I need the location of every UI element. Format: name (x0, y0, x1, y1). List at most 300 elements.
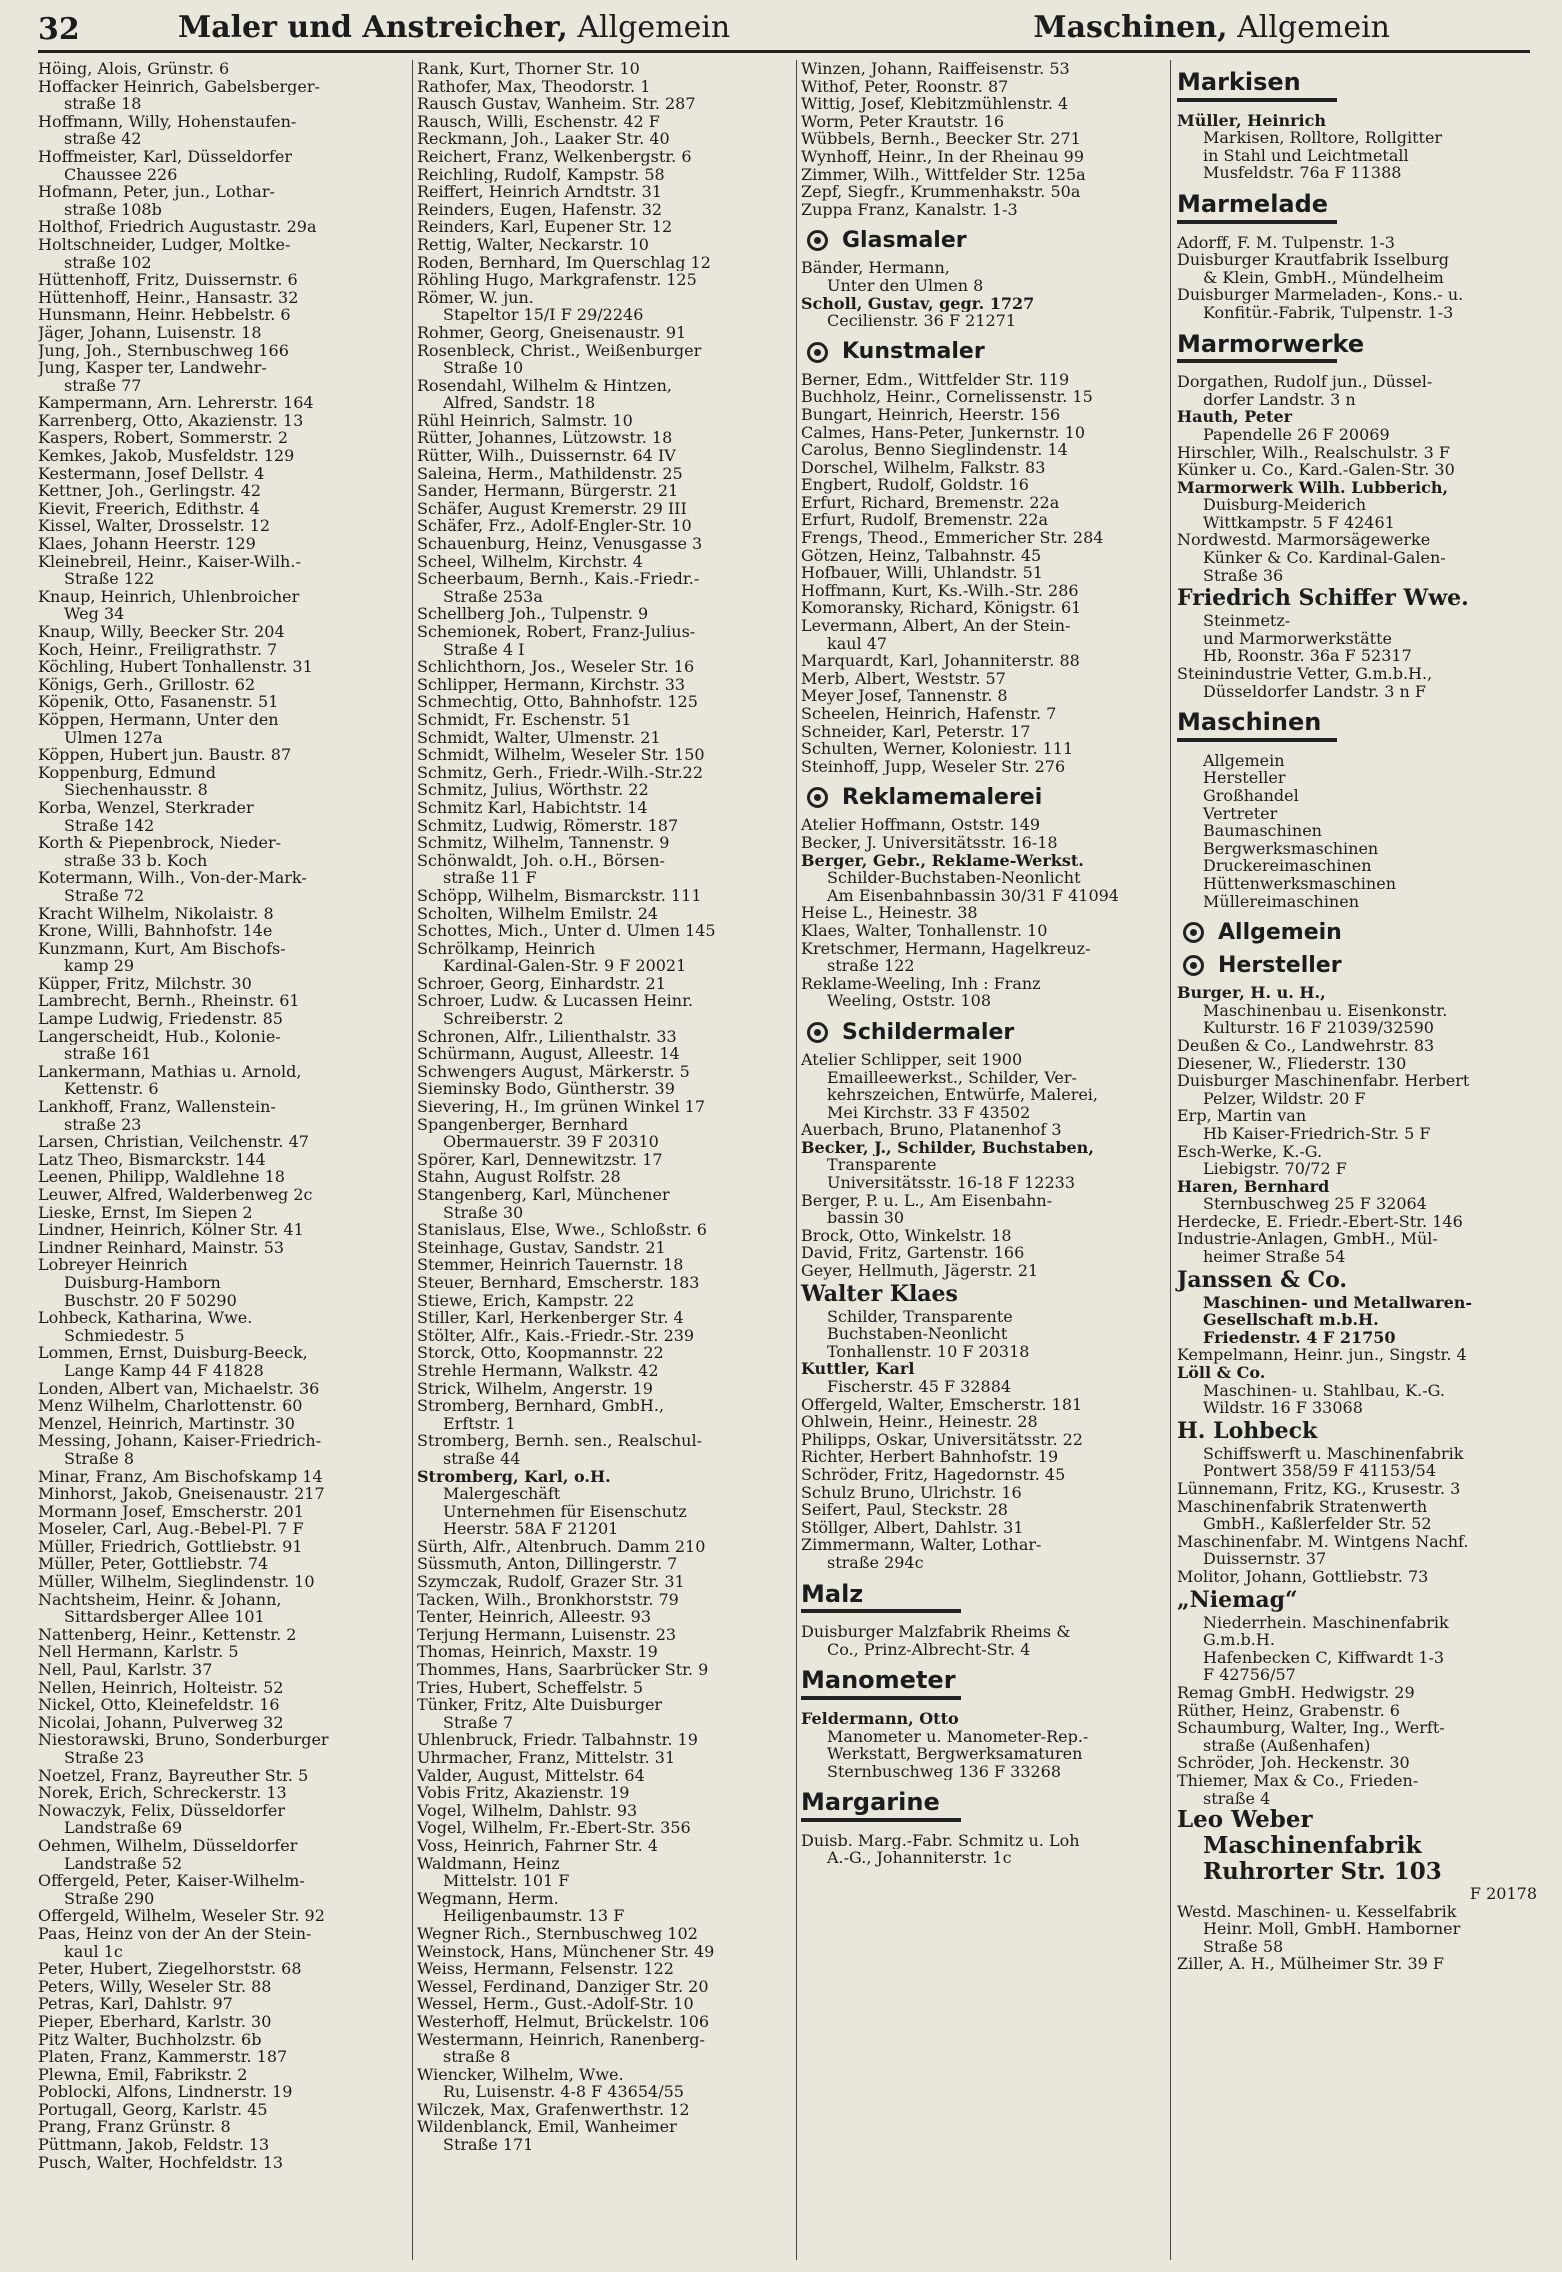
directory-entry (38, 2013, 398, 2031)
directory-entry (417, 623, 789, 658)
directory-entry (417, 1943, 789, 1961)
directory-entry (417, 1362, 789, 1380)
directory-entry (1177, 1230, 1537, 1265)
entry-continuation: Duisburg-Meiderich (1203, 496, 1367, 514)
entry-name: Schronen, Alfr., Lilienthalstr. 33 (417, 1027, 677, 1046)
entry-continuation: straße 108b (64, 200, 162, 219)
directory-entry (417, 1028, 789, 1046)
entry-continuation: Straße 8 (64, 1449, 134, 1468)
entry-continuation: Siechenhausstr. 8 (64, 781, 208, 799)
entry-name: Saleina, Herm., Mathildenstr. 25 (417, 464, 683, 483)
entry-continuation: Fischerstr. 45 F 32884 (827, 1378, 1012, 1396)
directory-entry (417, 1292, 789, 1310)
entry-name: Stromberg, Karl, o.H. (417, 1467, 611, 1486)
entry-continuation: straße 294c (827, 1553, 924, 1572)
entry-line: Hb, Roonstr. 36a F 52317 (1203, 646, 1412, 666)
entry-continuation: straße 161 (64, 1045, 152, 1063)
directory-entry (1177, 444, 1537, 462)
directory-entry (801, 1360, 1161, 1395)
directory-page (20, 0, 1542, 2272)
directory-entry (417, 764, 789, 782)
directory-entry (417, 1538, 789, 1556)
entry-name: Erp, Martin van (1177, 1107, 1307, 1125)
directory-entry (417, 940, 789, 975)
directory-entry (417, 1468, 789, 1538)
entry-name: Komoransky, Richard, Königstr. 61 (801, 599, 1082, 618)
directory-entry (801, 1121, 1161, 1139)
entry-name: Stiller, Karl, Herkenberger Str. 4 (417, 1309, 684, 1327)
entry-name: Merb, Albert, Weststr. 57 (801, 669, 1006, 688)
directory-entry (417, 1802, 789, 1820)
entry-name: Hauth, Peter (1177, 408, 1293, 426)
directory-entry (38, 1098, 398, 1133)
entry-name: Süssmuth, Anton, Dillingerstr. 7 (417, 1555, 678, 1574)
directory-entry (801, 1536, 1161, 1571)
directory-entry (38, 623, 398, 641)
entry-line: Gesellschaft m.b.H. (1203, 1310, 1379, 1330)
directory-entry (1177, 1955, 1537, 1973)
directory-entry (417, 658, 789, 676)
entry-name: Duisburger Malzfabrik Rheims & (801, 1623, 1071, 1641)
directory-entry (417, 2013, 789, 2031)
entry-line: Schiffswerft u. Maschinenfabrik (1203, 1443, 1464, 1463)
directory-entry (1177, 1107, 1537, 1142)
directory-entry (38, 1221, 398, 1239)
directory-entry (1177, 1178, 1537, 1213)
entry-name: Strehle Hermann, Walkstr. 42 (417, 1361, 659, 1380)
entry-name: Müller, Heinrich (1177, 111, 1326, 130)
entry-continuation: Universitätsstr. 16-18 F 12233 (827, 1174, 1075, 1192)
entry-name: Schneider, Karl, Peterstr. 17 (801, 722, 1031, 741)
section-marmelade: Marmelade (1177, 196, 1337, 224)
entry-name: Minhorst, Jakob, Gneisenaustr. 217 (38, 1485, 325, 1503)
entry-name: Kretschmer, Hermann, Hagelkreuz- (801, 939, 1091, 958)
directory-entry (38, 324, 398, 342)
entry-name: Tenter, Heinrich, Alleestr. 93 (417, 1608, 651, 1626)
entry-name: Lohbeck, Katharina, Wwe. (38, 1309, 253, 1327)
entry-continuation: Sternbuschweg 25 F 32064 (1203, 1195, 1427, 1213)
directory-entry (1177, 112, 1537, 182)
directory-entry (417, 570, 789, 605)
entry-name: Szymczak, Rudolf, Grazer Str. 31 (417, 1573, 685, 1591)
entry-name: Rathofer, Max, Theodorstr. 1 (417, 77, 651, 96)
entry-name: Vobis Fritz, Akazienstr. 19 (417, 1784, 630, 1802)
directory-entry (801, 1227, 1161, 1245)
entry-line: Tonhallenstr. 10 F 20318 (827, 1341, 1030, 1361)
entry-continuation: kamp 29 (64, 957, 135, 975)
directory-entry (417, 95, 789, 113)
entry-continuation: Lange Kamp 44 F 41828 (64, 1361, 264, 1380)
directory-entry (38, 535, 398, 553)
entry-name: Zepf, Siegfr., Krummenhakstr. 50a (801, 183, 1081, 201)
entry-name: Remag GmbH. Hedwigstr. 29 (1177, 1683, 1415, 1702)
directory-entry (38, 517, 398, 535)
entry-line: Buchstaben-Neonlicht (827, 1324, 1008, 1344)
entry-name: Larsen, Christian, Veilchenstr. 47 (38, 1133, 309, 1151)
directory-entry (417, 676, 789, 694)
entry-name: Kotermann, Wilh., Von-der-Mark- (38, 869, 307, 887)
entry-name: Scholl, Gustav, gegr. 1727 (801, 294, 1035, 313)
directory-entry (417, 113, 789, 131)
entry-name: Hoffacker Heinrich, Gabelsberger- (38, 77, 320, 96)
directory-entry (38, 412, 398, 430)
entry-name: Schlipper, Hermann, Kirchstr. 33 (417, 675, 686, 694)
directory-entry (38, 1960, 398, 1978)
entry-name: Schroer, Ludw. & Lucassen Heinr. (417, 992, 694, 1011)
directory-entry (38, 465, 398, 483)
entry-line: Müllereimaschinen (1203, 891, 1360, 911)
directory-entry (38, 183, 398, 218)
directory-entry (801, 295, 1161, 330)
directory-entry (38, 1573, 398, 1591)
entry-name: Lambrecht, Bernh., Rheinstr. 61 (38, 992, 300, 1011)
directory-entry (38, 1415, 398, 1433)
section-reklamemalerei: Reklamemalerei (801, 787, 1161, 808)
entry-name: Korba, Wenzel, Sterkrader (38, 798, 254, 817)
entry-continuation: Straße 122 (64, 570, 155, 588)
entry-name: Hirschler, Wilh., Realschulstr. 3 F (1177, 443, 1450, 462)
directory-entry (417, 1960, 789, 1978)
directory-entry (801, 582, 1161, 600)
entry-name: Berger, P. u. L., Am Eisenbahn- (801, 1191, 1053, 1210)
entry-name: Reichling, Rudolf, Kampstr. 58 (417, 165, 665, 184)
entry-name: Kaspers, Robert, Sommerstr. 2 (38, 429, 289, 448)
directory-entry (801, 1431, 1161, 1449)
directory-entry (417, 1978, 789, 1996)
entry-continuation: straße 8 (443, 2048, 511, 2066)
entry-name: Nachtsheim, Heinr. & Johann, (38, 1590, 282, 1609)
entry-name: Schulten, Werner, Koloniestr. 111 (801, 740, 1074, 758)
section-schildermaler: Schildermaler (801, 1022, 1161, 1043)
directory-entry (417, 183, 789, 201)
directory-entry (417, 2066, 789, 2101)
directory-entry (417, 1327, 789, 1345)
entry-name: Buchholz, Heinr., Cornelissenstr. 15 (801, 388, 1093, 406)
directory-entry (38, 1802, 398, 1837)
entry-name: Stemmer, Heinrich Tauernstr. 18 (417, 1256, 684, 1274)
entry-continuation: dorfer Landstr. 3 n (1203, 390, 1356, 409)
entry-name: Storck, Otto, Koopmannstr. 22 (417, 1344, 664, 1362)
directory-entry (38, 1679, 398, 1697)
entry-continuation: Künker & Co. Kardinal-Galen- (1203, 549, 1446, 567)
entry-continuation: straße 44 (443, 1449, 521, 1468)
directory-entry (38, 1925, 398, 1960)
entry-line: Pontwert 358/59 F 41153/54 (1203, 1461, 1437, 1481)
entry-continuation: straße 23 (64, 1115, 142, 1134)
subsection-hersteller: Hersteller (1177, 955, 1537, 976)
directory-entry (38, 2118, 398, 2136)
entry-continuation: Straße 290 (64, 1889, 155, 1908)
entry-name: Kempelmann, Heinr. jun., Singstr. 4 (1177, 1346, 1467, 1365)
directory-entry (801, 113, 1161, 131)
entry-name: Müller, Peter, Gottliebstr. 74 (38, 1555, 269, 1574)
directory-entry (417, 1098, 789, 1116)
entry-name: Kunzmann, Kurt, Am Bischofs- (38, 939, 286, 958)
entry-continuation: kaul 1c (64, 1942, 123, 1961)
directory-entry (38, 1784, 398, 1802)
entry-name: Duisburger Maschinenfabr. Herbert (1177, 1072, 1470, 1090)
entry-name: Nowaczyk, Felix, Düsseldorfer (38, 1801, 285, 1820)
entry-name: Höing, Alois, Grünstr. 6 (38, 60, 230, 78)
directory-entry (801, 406, 1161, 424)
entry-name: Löll & Co. (1177, 1364, 1266, 1382)
entry-name: Platen, Franz, Kammerstr. 187 (38, 2048, 288, 2066)
entry-name: Brock, Otto, Winkelstr. 18 (801, 1226, 1012, 1245)
directory-entry (38, 2066, 398, 2084)
directory-entry (417, 500, 789, 518)
entry-continuation: straße 42 (64, 130, 142, 148)
entry-name: Köpenik, Otto, Fasanenstr. 51 (38, 693, 279, 711)
entry-name: Scheelen, Heinrich, Hafenstr. 7 (801, 705, 1057, 723)
entry-line: Niederrhein. Maschinenfabrik (1203, 1612, 1449, 1632)
entry-continuation: GmbH., Kaßlerfelder Str. 52 (1203, 1515, 1432, 1533)
directory-entry (417, 711, 789, 729)
entry-name: Stölter, Alfr., Kais.-Friedr.-Str. 239 (417, 1326, 695, 1345)
entry-name: Rosendahl, Wilhelm & Hintzen, (417, 376, 673, 395)
entry-name: Rüther, Heinz, Grabenstr. 6 (1177, 1701, 1400, 1720)
directory-entry (38, 271, 398, 289)
entry-name: Sürth, Alfr., Altenbruch. Damm 210 (417, 1537, 706, 1556)
entry-continuation: Mei Kirchstr. 33 F 43502 (827, 1103, 1031, 1122)
directory-entry (417, 60, 789, 78)
entry-continuation: Hb Kaiser-Friedrich-Str. 5 F (1203, 1124, 1431, 1143)
entry-line: F 42756/57 (1203, 1665, 1296, 1685)
directory-entry (801, 564, 1161, 582)
directory-entry (38, 746, 398, 764)
left-running-title: Maler und Anstreicher, Allgemein (178, 10, 731, 45)
directory-entry (417, 1591, 789, 1609)
page-number: 32 (38, 12, 80, 47)
entry-name: Messing, Johann, Kaiser-Friedrich- (38, 1432, 322, 1450)
directory-entry (38, 218, 398, 236)
directory-entry (417, 1679, 789, 1697)
directory-entry (38, 869, 398, 904)
entry-name: Königs, Gerh., Grillostr. 62 (38, 675, 256, 694)
entry-name: Nicolai, Johann, Pulverweg 32 (38, 1713, 284, 1732)
entry-continuation: & Klein, GmbH., Mündelheim (1203, 268, 1444, 287)
entry-name: Westerhoff, Helmut, Brückelstr. 106 (417, 2012, 710, 2031)
entry-name: Steinhoff, Jupp, Weseler Str. 276 (801, 757, 1066, 776)
directory-entry (1177, 1346, 1537, 1364)
directory-entry (801, 652, 1161, 670)
lohbeck-name: H. Lohbeck (1177, 1417, 1318, 1444)
entry-name: Ziller, A. H., Mülheimer Str. 39 F (1177, 1955, 1445, 1974)
section-malz: Malz (801, 1586, 961, 1614)
entry-continuation: Schmiedestr. 5 (64, 1326, 185, 1345)
entry-continuation: Straße 58 (1203, 1937, 1284, 1956)
directory-entry (801, 259, 1161, 294)
entry-name: Schmitz Karl, Habichtstr. 14 (417, 798, 648, 817)
entry-line: Hüttenwerksmaschinen (1203, 873, 1396, 893)
entry-name: Rausch Gustav, Wanheim. Str. 287 (417, 95, 696, 113)
entry-continuation: bassin 30 (827, 1209, 905, 1227)
directory-entry (417, 1116, 789, 1151)
directory-entry (38, 1767, 398, 1785)
entry-name: Reichert, Franz, Welkenbergstr. 6 (417, 147, 692, 166)
weber-line2: Ruhrorter Str. 103 (1203, 1858, 1442, 1886)
directory-entry (1177, 1364, 1537, 1417)
entry-name: Künker u. Co., Kard.-Galen-Str. 30 (1177, 461, 1455, 479)
entry-name: Reinders, Eugen, Hafenstr. 32 (417, 200, 663, 219)
entry-continuation: Kulturstr. 16 F 21039/32590 (1203, 1019, 1434, 1037)
directory-entry (1177, 1213, 1537, 1231)
directory-entry (38, 834, 398, 869)
directory-entry (801, 1448, 1161, 1466)
entry-continuation: Heerstr. 58A F 21201 (443, 1520, 619, 1538)
entry-line: Friedenstr. 4 F 21750 (1203, 1327, 1396, 1347)
entry-name: Wiencker, Wilhelm, Wwe. (417, 2065, 624, 2084)
entry-name: Strick, Wilhelm, Angerstr. 19 (417, 1379, 653, 1398)
directory-entry (417, 1661, 789, 1679)
directory-entry (1177, 1719, 1537, 1754)
niemag-name: „Niemag“ (1177, 1586, 1298, 1613)
directory-entry (801, 371, 1161, 389)
directory-entry (801, 476, 1161, 494)
directory-entry (38, 78, 398, 113)
entry-name: Vogel, Wilhelm, Fr.-Ebert-Str. 356 (417, 1819, 691, 1837)
directory-entry (417, 1995, 789, 2013)
directory-entry (417, 1767, 789, 1785)
directory-entry (417, 201, 789, 219)
entry-name: Richter, Herbert Bahnhofstr. 19 (801, 1448, 1059, 1466)
directory-entry (417, 535, 789, 553)
entry-name: Hofbauer, Willi, Uhlandstr. 51 (801, 564, 1043, 582)
entry-name: Nellen, Heinrich, Holteistr. 52 (38, 1678, 284, 1697)
directory-entry (417, 130, 789, 148)
entry-name: Müller, Wilhelm, Sieglindenstr. 10 (38, 1573, 315, 1591)
section-manometer: Manometer (801, 1672, 961, 1700)
entry-continuation: Cecilienstr. 36 F 21271 (827, 312, 1017, 330)
directory-entry (38, 1538, 398, 1556)
column-1 (38, 60, 398, 2171)
entry-name: Burger, H. u. H., (1177, 984, 1326, 1002)
entry-name: Rütter, Johannes, Lützowstr. 18 (417, 429, 673, 448)
directory-entry (38, 1626, 398, 1644)
entry-name: Sander, Hermann, Bürgerstr. 21 (417, 482, 679, 500)
entry-name: Weinstock, Hans, Münchener Str. 49 (417, 1942, 715, 1961)
entry-continuation: Ru, Luisenstr. 4-8 F 43654/55 (443, 2083, 684, 2101)
entry-continuation: Straße 23 (64, 1749, 145, 1767)
directory-entry (1177, 479, 1537, 532)
entry-name: Calmes, Hans-Peter, Junkernstr. 10 (801, 423, 1086, 442)
entry-name: Geyer, Hellmuth, Jägerstr. 21 (801, 1262, 1039, 1280)
directory-entry (38, 1239, 398, 1257)
entry-name: Köchling, Hubert Tonhallenstr. 31 (38, 658, 313, 676)
entry-continuation: Landstraße 69 (64, 1819, 183, 1837)
entry-name: Reklame-Weeling, Inh : Franz (801, 974, 1041, 993)
directory-entry (38, 1151, 398, 1169)
directory-entry (38, 693, 398, 711)
bullet-icon (1183, 955, 1204, 976)
entry-name: Schottes, Mich., Unter d. Ulmen 145 (417, 922, 716, 940)
entry-continuation: Ulmen 127a (64, 728, 163, 747)
entry-name: Pusch, Walter, Hochfeldstr. 13 (38, 2153, 284, 2172)
directory-entry (801, 723, 1161, 741)
entry-name: Rausch, Willi, Eschenstr. 42 F (417, 112, 660, 131)
directory-entry (417, 834, 789, 852)
entry-name: Hüttenhoff, Heinr., Hansastr. 32 (38, 288, 299, 307)
entry-name: Steinhage, Gustav, Sandstr. 21 (417, 1238, 666, 1257)
entry-name: Schulz Bruno, Ulrichstr. 16 (801, 1483, 1022, 1502)
directory-entry (38, 1028, 398, 1063)
directory-entry (417, 1432, 789, 1467)
entry-name: Herdecke, E. Friedr.-Ebert-Str. 146 (1177, 1212, 1463, 1231)
entry-continuation: A.-G., Johanniterstr. 1c (827, 1849, 1012, 1868)
entry-continuation: Weeling, Oststr. 108 (827, 992, 992, 1010)
directory-entry (801, 494, 1161, 512)
entry-name: Vogel, Wilhelm, Dahlstr. 93 (417, 1801, 638, 1820)
entry-continuation: Pelzer, Wildstr. 20 F (1203, 1089, 1366, 1108)
directory-entry (801, 852, 1161, 905)
directory-entry (1177, 1568, 1537, 1586)
directory-entry (417, 1890, 789, 1925)
directory-entry (38, 500, 398, 518)
entry-name: Dorgathen, Rudolf jun., Düssel- (1177, 373, 1433, 391)
bullet-icon (807, 1022, 828, 1043)
entry-name: Norek, Erich, Schreckerstr. 13 (38, 1784, 287, 1802)
entry-name: Petras, Karl, Dahlstr. 97 (38, 1995, 233, 2013)
directory-entry (801, 183, 1161, 201)
entry-name: Tünker, Fritz, Alte Duisburger (417, 1696, 663, 1714)
entry-name: Bänder, Hermann, (801, 259, 950, 277)
entry-continuation: Weg 34 (64, 605, 125, 623)
directory-entry (417, 1168, 789, 1186)
entry-name: Lobreyer Heinrich (38, 1256, 188, 1274)
directory-entry (38, 940, 398, 975)
directory-entry (417, 817, 789, 835)
directory-entry (801, 1484, 1161, 1502)
directory-entry (801, 95, 1161, 113)
entry-name: Bungart, Heinrich, Heerstr. 156 (801, 405, 1061, 424)
directory-entry (38, 553, 398, 588)
entry-name: Koch, Heinr., Freiligrathstr. 7 (38, 640, 278, 659)
entry-name: Schmidt, Walter, Ulmenstr. 21 (417, 728, 661, 747)
entry-name: Jung, Kasper ter, Landwehr- (38, 359, 267, 377)
entry-line: Schilder, Transparente (827, 1306, 1013, 1326)
entry-name: Karrenberg, Otto, Akazienstr. 13 (38, 411, 304, 430)
directory-entry (417, 1784, 789, 1802)
directory-entry (417, 342, 789, 377)
directory-entry (38, 1661, 398, 1679)
entry-name: Nattenberg, Heinr., Kettenstr. 2 (38, 1625, 297, 1644)
entry-continuation: in Stahl und Leichtmetall (1203, 146, 1409, 165)
directory-entry (417, 78, 789, 96)
entry-name: Thommes, Hans, Saarbrücker Str. 9 (417, 1661, 709, 1679)
entry-name: Rohmer, Georg, Gneisenaustr. 91 (417, 323, 687, 342)
entry-name: Holthof, Friedrich Augustastr. 29a (38, 218, 317, 236)
entry-name: Schmidt, Wilhelm, Weseler Str. 150 (417, 746, 705, 764)
entry-name: Mormann Josef, Emscherstr. 201 (38, 1502, 305, 1521)
directory-entry (417, 1626, 789, 1644)
directory-entry (38, 394, 398, 412)
directory-entry (801, 1466, 1161, 1484)
directory-entry (38, 799, 398, 834)
entry-name: Esch-Werke, K.-G. (1177, 1142, 1323, 1161)
weber-name: Leo Weber (1177, 1806, 1313, 1834)
entry-name: Zimmer, Wilh., Wittfelder Str. 125a (801, 165, 1086, 184)
entry-name: Ohlwein, Heinr., Heinestr. 28 (801, 1413, 1038, 1431)
directory-entry (801, 1623, 1161, 1658)
directory-entry (801, 1192, 1161, 1227)
directory-entry (38, 1731, 398, 1766)
entry-name: Stiewe, Erich, Kampstr. 22 (417, 1291, 635, 1310)
directory-entry (1177, 1072, 1537, 1107)
entry-name: Schönwaldt, Joh. o.H., Börsen- (417, 851, 665, 870)
page-header (38, 6, 1530, 53)
entry-name: Schroer, Georg, Einhardstr. 21 (417, 974, 666, 993)
directory-entry (1177, 531, 1537, 584)
directory-entry (417, 693, 789, 711)
